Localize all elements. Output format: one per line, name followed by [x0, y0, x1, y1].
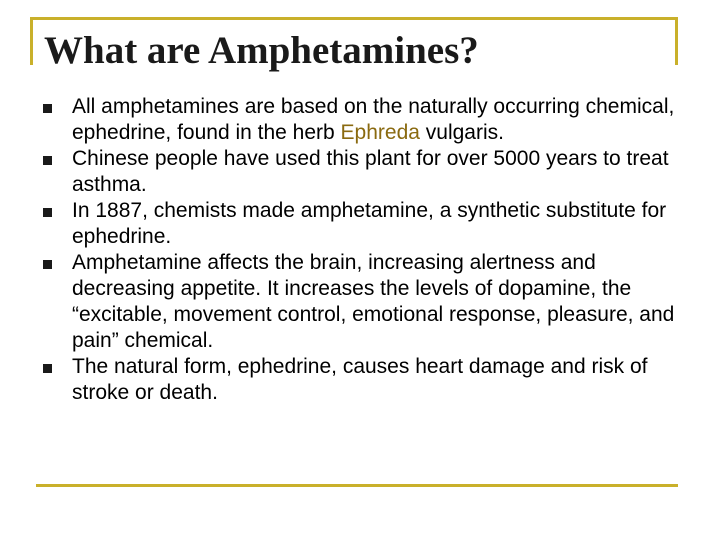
square-bullet-icon — [43, 156, 52, 165]
bullet-text: Chinese people have used this plant for over 5000 years to treat asthma. — [72, 147, 669, 196]
title-frame-left-line — [30, 17, 33, 65]
bullet-highlight-text: Ephreda — [340, 121, 420, 144]
square-bullet-icon — [43, 260, 52, 269]
bullet-text: The natural form, ephedrine, causes heart damage and risk of stroke or death. — [72, 355, 648, 404]
bullet-text: In 1887, chemists made amphetamine, a synthetic substitute for ephedrine. — [72, 199, 667, 248]
bullet-text: Amphetamine affects the brain, increasing alertness and decreasing appetite. It increases the levels of dopamine, the “excitable, movement control, emotional response, pleasure, and pain” chemical. — [72, 251, 675, 352]
square-bullet-icon — [43, 364, 52, 373]
slide-title: What are Amphetamines? — [44, 29, 479, 72]
bullet-item — [40, 250, 690, 354]
square-bullet-icon — [43, 208, 52, 217]
bullet-item — [40, 354, 690, 406]
title-frame-top-line — [30, 17, 678, 20]
bullet-text: All amphetamines are based on the naturally occurring chemical, ephedrine, found in the herb — [72, 95, 675, 144]
bullet-item — [40, 198, 690, 250]
square-bullet-icon — [43, 104, 52, 113]
title-frame-right-line — [675, 17, 678, 65]
bullet-item — [40, 146, 690, 198]
bullet-text: vulgaris. — [419, 121, 504, 144]
bullet-item — [40, 94, 690, 146]
bullet-list — [40, 94, 690, 406]
footer-divider-line — [36, 484, 678, 487]
